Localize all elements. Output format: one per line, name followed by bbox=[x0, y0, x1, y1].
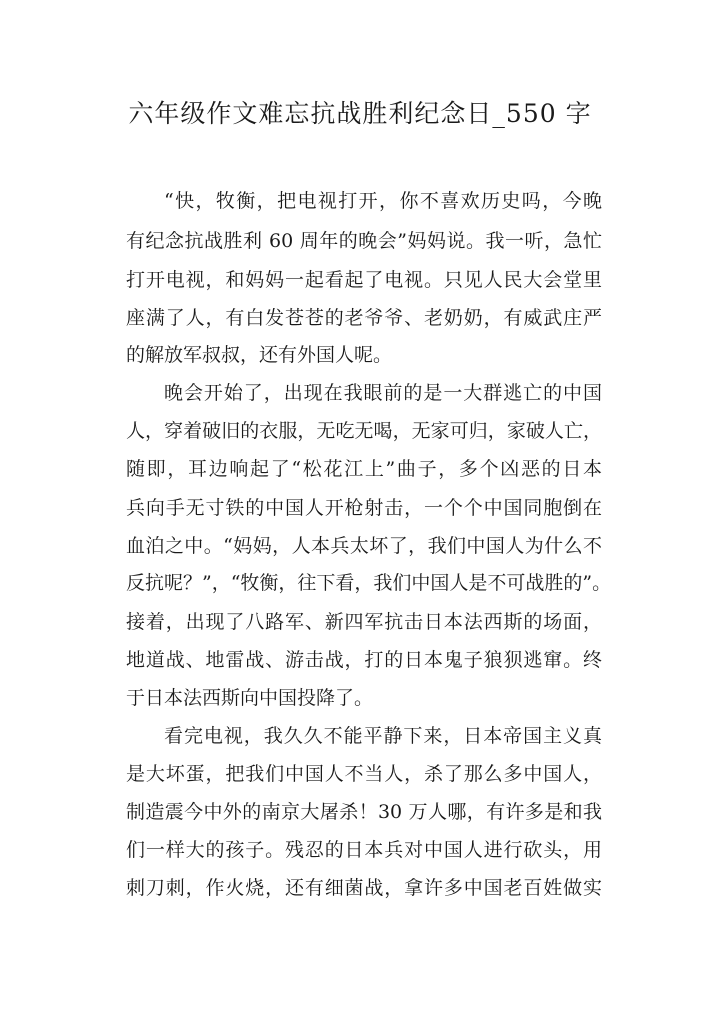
text-line: 刺刀刺，作火烧，还有细菌战，拿许多中国老百姓做实 bbox=[126, 877, 602, 899]
text-line: 地道战、地雷战、游击战，打的日本鬼子狼狈逃窜。终 bbox=[126, 649, 602, 671]
text-line: 座满了人，有白发苍苍的老爷爷、老奶奶，有威武庄严 bbox=[126, 307, 602, 329]
document-title: 六年级作文难忘抗战胜利纪念日_550 字 bbox=[128, 99, 592, 128]
text-line: 接着，出现了八路军、新四军抗击日本法西斯的场面， bbox=[126, 611, 602, 633]
text-line: 制造震今中外的南京大屠杀！30 万人哪，有许多是和我 bbox=[126, 801, 602, 823]
text-line: 人，穿着破旧的衣服，无吃无喝，无家可归，家破人亡， bbox=[126, 420, 602, 442]
text-line: 于日本法西斯向中国投降了。 bbox=[126, 687, 374, 709]
text-line: 随即，耳边响起了“松花江上”曲子，多个凶恶的日本 bbox=[126, 458, 602, 480]
text-line: 的解放军叔叔，还有外国人呢。 bbox=[126, 344, 393, 366]
text-line: 打开电视，和妈妈一起看起了电视。只见人民大会堂里 bbox=[126, 269, 602, 291]
text-line: “快，牧衡，把电视打开，你不喜欢历史吗，今晚 bbox=[164, 190, 602, 212]
text-line: 兵向手无寸铁的中国人开枪射击，一个个中国同胞倒在 bbox=[126, 497, 602, 519]
text-line: 是大坏蛋，把我们中国人不当人，杀了那么多中国人， bbox=[126, 763, 602, 785]
text-line: 血泊之中。“妈妈，人本兵太坏了，我们中国人为什么不 bbox=[126, 535, 602, 557]
text-line: 反抗呢？”，“牧衡，往下看，我们中国人是不可战胜的”。 bbox=[126, 572, 612, 594]
text-line: 有纪念抗战胜利 60 周年的晚会”妈妈说。我一听，急忙 bbox=[126, 230, 602, 252]
text-line: 们一样大的孩子。残忍的日本兵对中国人进行砍头，用 bbox=[126, 839, 602, 861]
text-line: 看完电视，我久久不能平静下来，日本帝国主义真 bbox=[164, 725, 602, 747]
text-line: 晚会开始了，出现在我眼前的是一大群逃亡的中国 bbox=[164, 382, 602, 404]
